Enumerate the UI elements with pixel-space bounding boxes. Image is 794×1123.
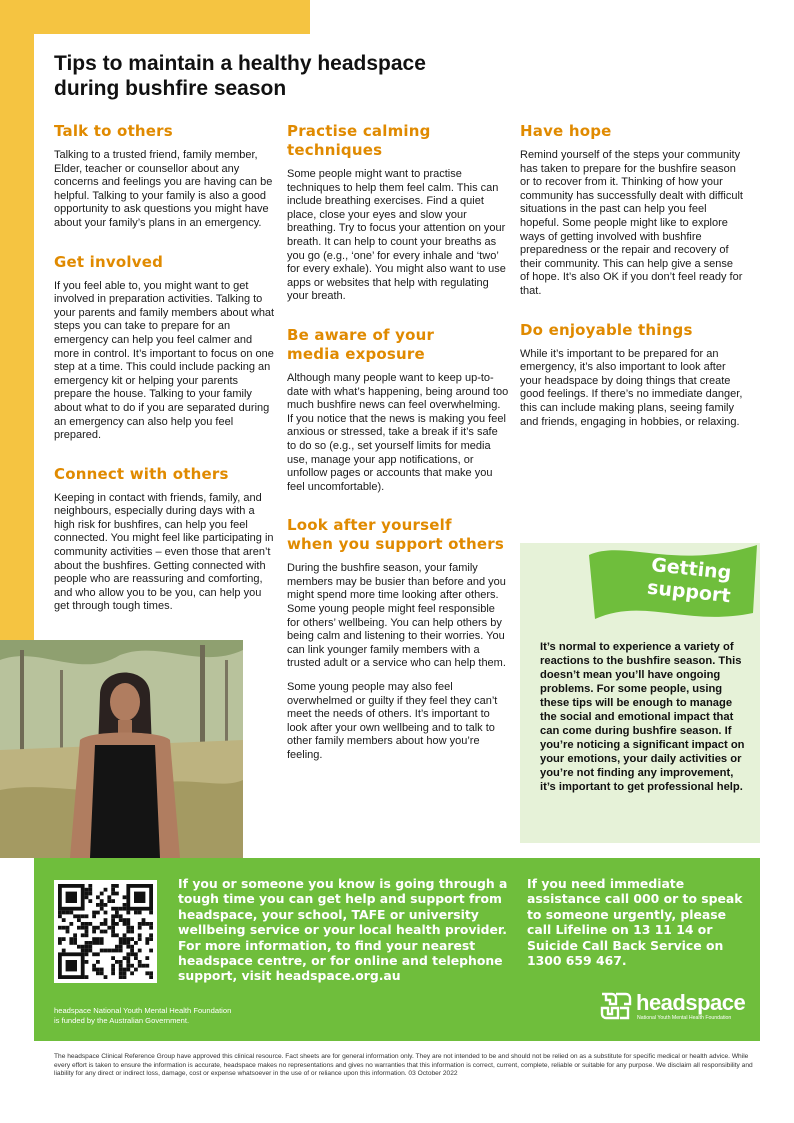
headspace-logo-icon xyxy=(598,990,632,1022)
page-title-line2: during bushfire season xyxy=(54,77,287,100)
funding-statement xyxy=(54,1006,294,1025)
heading-get-involved: Get involved xyxy=(54,252,164,271)
heading-look-line1: Look after yourself xyxy=(287,516,452,535)
hands-heart-icon xyxy=(250,770,312,826)
qr-code[interactable] xyxy=(54,880,157,983)
photo-young-woman-in-bushland xyxy=(0,640,243,858)
funding-line2: is funded by the Australian Government. xyxy=(54,1015,190,1025)
page-title-line1: Tips to maintain a healthy headspace xyxy=(54,52,426,75)
text-connect-with-others: Keeping in contact with friends, family, and neighbours, especially during days with a high risk for bushfires, can help you feel connected. You might feel like participating in community activities – even those that aren’t about the bushfires. Getting connected with people who are reassuring and comforting, and who allow you to be you, can help you get through tough times. xyxy=(54,491,274,613)
heading-look-after-yourself xyxy=(287,516,509,554)
heading-have-hope: Have hope xyxy=(520,122,612,140)
column-right xyxy=(520,122,745,451)
text-talk-to-others: Talking to a trusted friend, family member, Elder, teacher or counsellor about any concerns and feelings you are having can be helpful. Talking to your family is also a good opportunity to ask questions you might have about your family’s plans in an emergency. xyxy=(54,149,273,229)
getting-support-line2: support xyxy=(646,576,732,608)
text-look-after-yourself-1: During the bushfire season, your family members may be busier than before and you might spend more time looking after others. Some young people might feel responsible for others’ wellbeing. You can help others by being calm and listening to their worries. You can link younger family members with a trusted adult or a service who can help them. xyxy=(287,562,506,670)
qr-code-graphic xyxy=(58,884,153,979)
headspace-logo-tagline: National Youth Mental Health Foundation xyxy=(637,1015,732,1021)
heading-calming-line2: techniques xyxy=(287,141,383,159)
heading-connect-with-others: Connect with others xyxy=(54,464,229,483)
urgent-assistance-text: If you need immediate assistance call 000 or to speak to someone urgently, please call Lifeline on 13 11 14 or Suicide Call Back Service on 1300 659 467. xyxy=(527,876,743,969)
column-left xyxy=(54,122,276,636)
column-middle xyxy=(287,122,509,785)
heading-look-line2: when you support others xyxy=(287,535,505,554)
funding-line1: headspace National Youth Mental Health Foundation xyxy=(54,1006,232,1015)
heading-media-line1: Be aware of your xyxy=(287,325,435,344)
text-enjoyable-things: While it’s important to be prepared for an emergency, it’s also important to look after your headspace by doing things that create good feelings. If there’s no immediate danger, this can include making plans, seeing family and friends, engaging in hobbies, or relaxing. xyxy=(520,347,743,428)
getting-support-text: It’s normal to experience a variety of reactions to the bushfire season. This doesn’t mean you’ll have ongoing problems. For some people, using these tips will be enough to manage the social and emotional impact that can come during bushfire season. If you’re noticing a significant impact on your emotions, your daily activities or you’re not finding any improvement, it’s important to get professional help. xyxy=(540,641,745,793)
heading-media-exposure xyxy=(287,326,509,364)
heading-media-line2: media exposure xyxy=(287,344,425,363)
text-media-exposure: Although many people want to keep up-to-date with what’s happening, being around too much bushfire news can feel overwhelming. If you notice that the news is making you feel anxious or stressed, take a break if it’s safe to do so (e.g., set yourself limits for media use, manage your app notifications, or unfollow pages or accounts that make you feel uncomfortable). xyxy=(287,371,509,493)
text-have-hope: Remind yourself of the steps your community has taken to prepare for the bushfire season or to recover from it. Thinking of how your community has successfully dealt with difficult situations in the past can help you feel hopeful. Some people might like to explore ways of getting involved with bushfire preparedness or the repair and recovery of their community. This can help give a sense of hope. It’s also OK if you don’t feel ready for that. xyxy=(520,149,743,297)
help-support-text: If you or someone you know is going through a tough time you can get help and support from headspace, your school, TAFE or university wellbeing service or your local health provider. For more information, to find your nearest headspace centre, or for online and telephone support, visit headspace.org.au xyxy=(178,876,508,984)
text-look-after-yourself-2: Some young people may also feel overwhelmed or guilty if they feel they can’t meet the needs of others. It’s important to look after your own wellbeing and to talk to other family members about how you’re feeling. xyxy=(287,681,498,761)
heading-enjoyable-things: Do enjoyable things xyxy=(520,320,693,339)
getting-support-line1: Getting xyxy=(650,553,733,585)
page-title xyxy=(54,51,514,101)
text-get-involved: If you feel able to, you might want to get involved in preparation activities. Talking to your parents and family members about what steps you can take to prepare for an emergency can help you feel calmer and more in control. It’s important to focus on one step at a time. This could include packing an emergency kit or helping your parents prepare the house. Talking to your family about what to do if you are separated during an emergency can also help you feel prepared. xyxy=(54,279,275,442)
disclaimer-text: The headspace Clinical Reference Group have approved this clinical resource. Fact sheets are for general information only. They are not intended to be and should not be relied on as a substitute for specific medical or health advice. While every effort is taken to ensure the information is accurate, headspace makes no representations and gives no warranties that this information is correct, current, complete, reliable or suitable for any purpose. We disclaim all responsibility and liability for any direct or indirect loss, damage, cost or expense whatsoever in the use of or reliance upon this information. 03 October 2022 xyxy=(54,1053,753,1078)
heading-talk-to-others: Talk to others xyxy=(54,122,173,140)
text-calming-techniques: Some people might want to practise techniques to help them feel calm. This can include breathing exercises. Find a quiet place, close your eyes and slow your breathing. Try to focus your attention on your breath. It can help to count your breaths as you go (e.g., ‘one’ for every inhale and ‘two’ for every exhale). You might also want to use apps or websites that help with regulating your breath. xyxy=(287,168,506,303)
heading-calming-line1: Practise calming xyxy=(287,122,431,140)
heading-calming-techniques xyxy=(287,122,509,160)
photo-illustration xyxy=(0,640,243,858)
headspace-logo-wordmark: headspace xyxy=(636,990,746,1015)
decorative-left-strip xyxy=(0,0,34,640)
